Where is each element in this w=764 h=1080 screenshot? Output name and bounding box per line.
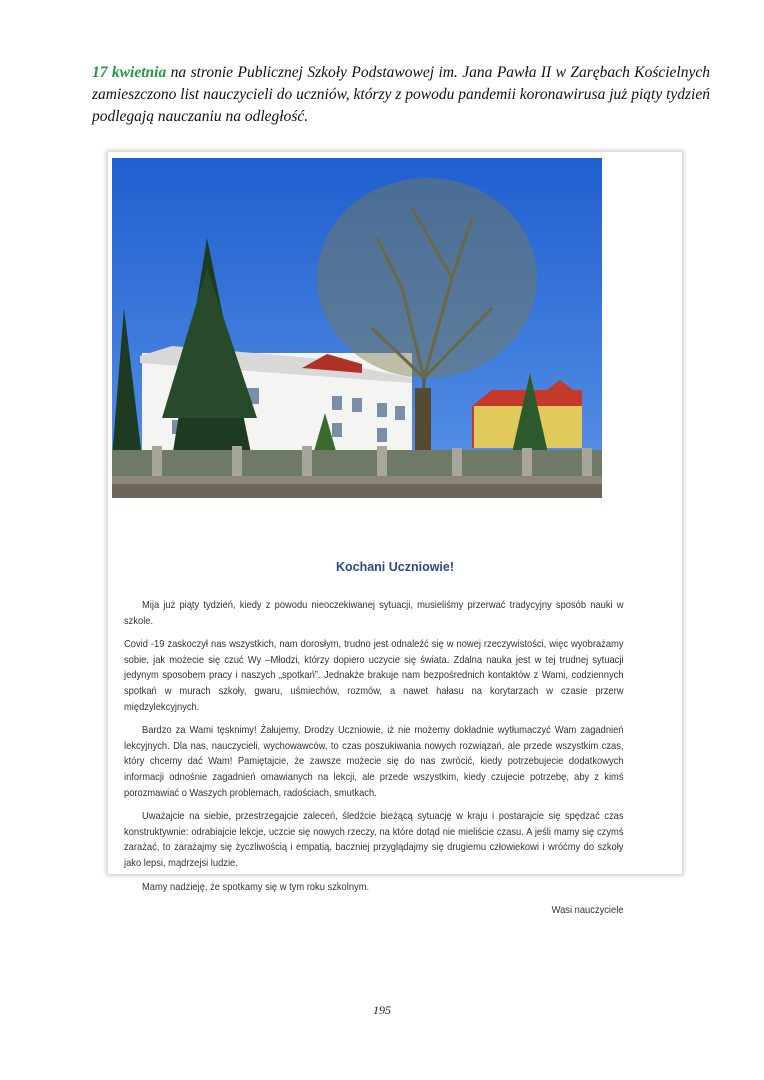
intro-paragraph <box>92 62 710 128</box>
letter-card <box>108 152 682 917</box>
letter-body <box>124 598 624 927</box>
letter-paragraph: Bardzo za Wami tęsknimy! Żałujemy, Drodzy Uczniowie, iż nie możemy dokładnie wytłumaczyć Wam zagadnień lekcyjnych. Dla nas, nauczycieli, wychowawców, to czas poszukiwania nowych rozwiązań, ale przede wszystkim czas, który chcemy dać Wam! Pamiętajcie, że zawsze możecie się do nas zwrócić, kiedy potrzebujecie dodatkowych informacji odnośnie zagadnień omawianych na lekcji, ale przede wszystkim, kiedy czujecie potrzebę, aby z kimś porozmawiać o Waszych problemach, radościach, smutkach. <box>124 725 624 799</box>
letter-paragraph: Uważajcie na siebie, przestrzegajcie zaleceń, śledźcie bieżącą sytuację w kraju i postarajcie się spędzać czas konstruktywnie: odrabiajcie lekcje, uczcie się nowych rzeczy, na które dotąd nie mieliście czasu. A jeśli mamy się czymś zarażać, to zarażajmy się życzliwością i empatią, baczniej przyglądajmy się drugiemu człowiekowi i wróćmy do szkoły jako lepsi, mądrzejsi ludzie. <box>124 811 624 869</box>
intro-text: na stronie Publicznej Szkoły Podstawowej im. Jana Pawła II w Zarębach Kościelnych zamieszczono list nauczycieli do uczniów, którzy z powodu pandemii koronawirusa już piąty tydzień podlegają nauczaniu na odległość. <box>92 64 710 125</box>
letter-paragraph: Covid -19 zaskoczył nas wszystkich, nam dorosłym, trudno jest odnaleźć się w nowej rzeczywistości, więc wyobrażamy sobie, jak możecie się czuć Wy –Młodzi, którzy dopiero uczycie się świata. Zdalna nauka jest w tej trudnej sytuacji jedynym sposobem pracy i naszych „spotkań”. Jednakże brakuje nam bezpośrednich kontaktów z Wami, codziennych spotkań w murach szkoły, gwaru, uśmiechów, rozmów, a nawet hałasu na korytarzach w czasie przerw międzylekcyjnych. <box>124 639 624 713</box>
intro-date: 17 kwietnia <box>92 64 167 81</box>
letter-paragraph: Mija już piąty tydzień, kiedy z powodu nieoczekiwanej sytuacji, musieliśmy przerwać tradycyjny sposób nauki w szkole. <box>124 600 624 627</box>
letter-title: Kochani Uczniowie! <box>335 560 455 574</box>
school-photo <box>112 158 602 498</box>
letter-paragraph: Mamy nadzieję, że spotkamy się w tym roku szkolnym. <box>142 881 370 893</box>
letter-signature: Wasi nauczyciele <box>551 905 624 917</box>
page-number: 195 <box>373 1003 391 1017</box>
